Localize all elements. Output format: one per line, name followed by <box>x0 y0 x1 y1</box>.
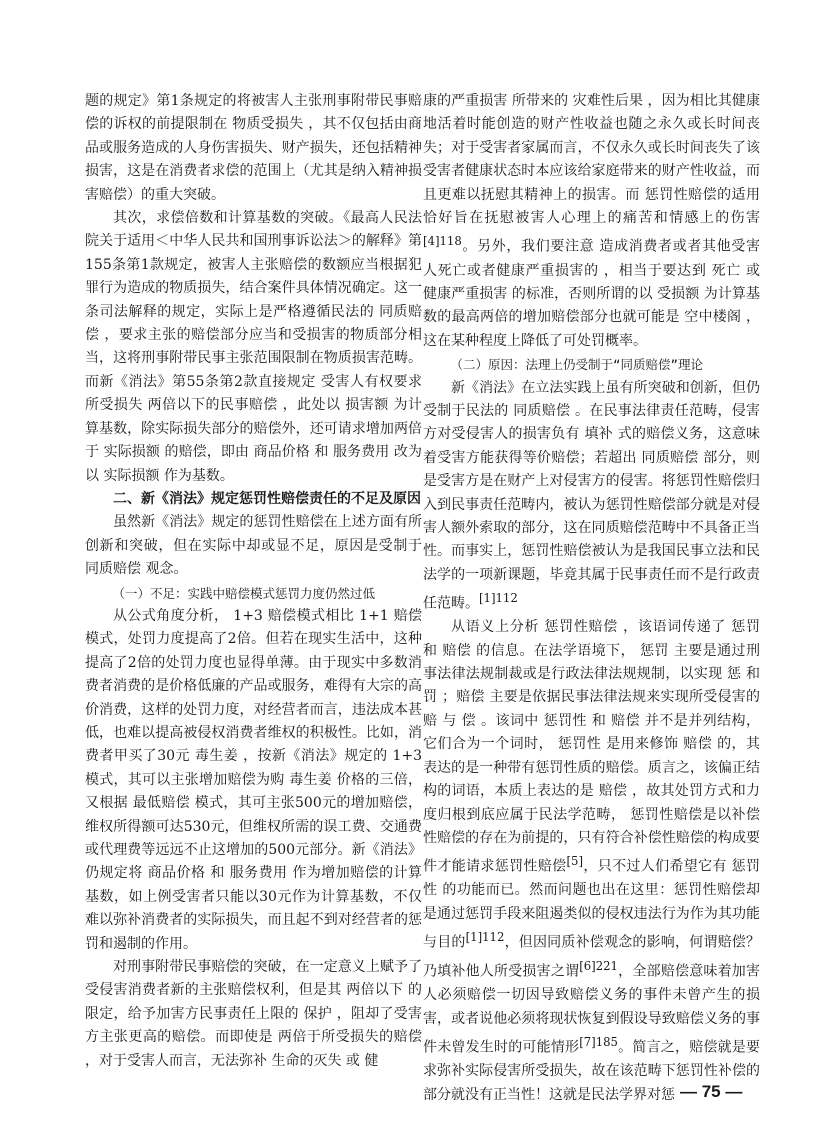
paragraph-text: ，全部赔偿意味着加害人必须赔偿一切因导致赔偿义务的事件未曾产生的损害，或者说他必须将现状恢复到假设导致赔偿义务的事件未曾发生时的可能情形 <box>423 963 761 1056</box>
subsection-heading: （二）原因：法理上仍受制于“同质赔偿”理论 <box>450 357 704 373</box>
paragraph: 题的规定》第1条规定的将被害人主张刑事附带民事赔偿的诉权的前提限制在 物质受损失 ，其不仅包括由商品或服务造成的人身伤害损失、财产损失，还包括精神损害，这是在消费者求偿的范围上（尤其是纳入精神损害赔偿）的重大突破。 <box>85 93 422 203</box>
paragraph: 从公式角度分析， 1+3 赔偿模式相比 1+1 赔偿模式，处罚力度提高了2倍。但若在现实生活中，这种提高了2倍的处罚力度也显得单薄。由于现实中多数消费者消费的是价格低廉的产品或服务，难得有大宗的高价消费，这样的处罚力度，对经营者而言，违法成本甚低，也难以提高被侵权消费者维权的积极性。比如，消费者甲买了30元 毒生姜 ，按新《消法》规定的 1+3 模式，其可以主张增加赔偿为购 毒生姜 价格的三倍，又根据 最低赔偿 模式，其可主张500元的增加赔偿，维权所得额可达530元，但维权所需的误工费、交通费或代理费等远远不止这增加的500元部分。新《消法》仍规定将 商品价格 和 服务费用 作为增加赔偿的计算基数，如上例受害者只能以30元作为计算基数，不仅难以弥补消费者的实际损失，而且起不到对经营者的惩罚和遏制的作用。 <box>85 607 422 952</box>
paragraph-text: 。另外，我们要注意 造成消费者或者其他受害人死亡或者健康严重损害的 ，相当于要达到 死亡 或 健康严重损害 的标准，否则所谓的以 受损额 为计算基数的最高两倍的增加赔偿部分也就可能是 空中楼阁 ，这在某种程度上降低了可处罚概率。 <box>423 239 760 349</box>
paragraph-text: 从语义上分析 惩罚性赔偿 ，该语词传递了 惩罚 和 赔偿 的信息。在法学语境下， 惩罚 主要是通过刑事法律法规制裁或是行政法律法规规制，以实现 惩 和 罚 ；赔偿 主要是依据民事法律法规来实现所受侵害的 赔 与 偿 。该词中 惩罚性 和 赔偿 并不是并列结构，它们合为一个词时， 惩罚性 是用来修饰 赔偿 的，其表达的是一种带有惩罚性质的赔偿。质言之，该偏正结构的词语，本质上表达的是 赔偿 ，故其处罚方式和力度归根到底应属于民法学范畴， 惩罚性赔偿是以补偿性赔偿的存在为前提的，只有符合补偿性赔偿的构成要件才能请求惩罚性赔偿 <box>423 619 760 875</box>
citation: [1]112 <box>479 591 518 606</box>
paragraph: 对刑事附带民事赔偿的突破，在一定意义上赋予了受侵害消费者新的主张赔偿权利，但是其 两倍以下 的限定，给予加害方民事责任上限的 保护 ，阻却了受害方主张更高的赔偿。而即使是 两倍于所受损失的赔偿 ，对于受害人而言，无法弥补 生命的灭失 或 健 <box>85 959 422 1069</box>
paragraph <box>423 616 760 1107</box>
citation: [6]221 <box>579 959 618 974</box>
citation: [5] <box>566 854 584 869</box>
left-column <box>85 90 422 1073</box>
paragraph <box>423 90 760 353</box>
section-heading: 二、新《消法》规定惩罚性赔偿责任的不足及原因 <box>113 490 421 507</box>
paragraph-text: 。简言之，赔偿就是要求弥补实际侵害所受损失，故在该范畴下惩罚性补偿的部分就没有正当性！这就是民法学界对惩 <box>423 1039 761 1103</box>
citation: [4]118 <box>423 234 462 249</box>
paragraph <box>423 377 760 617</box>
paragraph: 虽然新《消法》规定的惩罚性赔偿在上述方面有所创新和突破，但在实际中却或显不足，原因是受制于 同质赔偿 观念。 <box>85 514 422 578</box>
citation: [1]112 <box>465 930 505 945</box>
paragraph-text: 康的严重损害 所带来的 灾难性后果 ，因为相比其健康地活着时能创造的财产性收益也随之永久或长时间丧失；对于受害者家属而言，不仅永久或长时间丧失了该受害者健康状态时本应该给家庭带来的财产性收益，而且更难以抚慰其精神上的损害。而 惩罚性赔偿的适用恰好旨在抚慰被害人心理上的痛苦和情感上的伤害 <box>423 93 760 227</box>
paragraph-text: ，只不过人们希望它有 惩罚性 的功能而已。然而问题也出在这里：惩罚性赔偿却是通过惩罚手段来阻遏类似的侵权违法行为作为其功能与目的 <box>423 858 761 951</box>
right-column <box>423 90 760 1107</box>
paragraph-text: ，但因同质补偿观念的影响，何谓赔偿？乃填补他人所受损害之谓 <box>423 934 761 980</box>
page-number: — 75 — <box>680 1082 743 1101</box>
paragraph: 其次，求偿倍数和计算基数的突破。《最高人民法院关于适用＜中华人民共和国刑事诉讼法＞的解释》第155条第1款规定，被害人主张赔偿的数额应当根据犯罪行为造成的物质损失，结合案件具体情况确定。这一条司法解释的规定，实际上是严格遵循民法的 同质赔偿 ，要求主张的赔偿部分应当和受损害的物质部分相当，这将刑事附带民事主张范围限制在物质损害范畴。而新《消法》第55条第2款直接规定 受害人有权要求 所受损失 两倍以下的民事赔偿 ，此处以 损害额 为计算基数，除实际损失部分的赔偿外，还可请求增加两倍于 实际损额 的赔偿，即由 商品价格 和 服务费用 改为以 实际损额 作为基数。 <box>85 210 422 484</box>
subsection-heading: （一）不足：实践中赔偿模式惩罚力度仍然过低 <box>112 585 376 601</box>
citation: [7]185 <box>579 1035 618 1050</box>
paragraph-text: 新《消法》在立法实践上虽有所突破和创新，但仍受制于民法的 同质赔偿 。在民事法律责任范畴，侵害方对受侵害人的损害负有 填补 式的赔偿义务，这意味着受害方能获得等价赔偿；若超出 同质赔偿 部分，则是受害方是在财产上对侵害方的侵害。将惩罚性赔偿归入到民事责任范畴内，被认为惩罚性赔偿部分就是对侵害人额外索取的部分，这在同质赔偿范畴中不具备正当性。而事实上，惩罚性赔偿被认为是我国民事立法和民法学的一项新课题，毕竟其属于民事责任而不是行政责任范畴。 <box>423 379 760 612</box>
